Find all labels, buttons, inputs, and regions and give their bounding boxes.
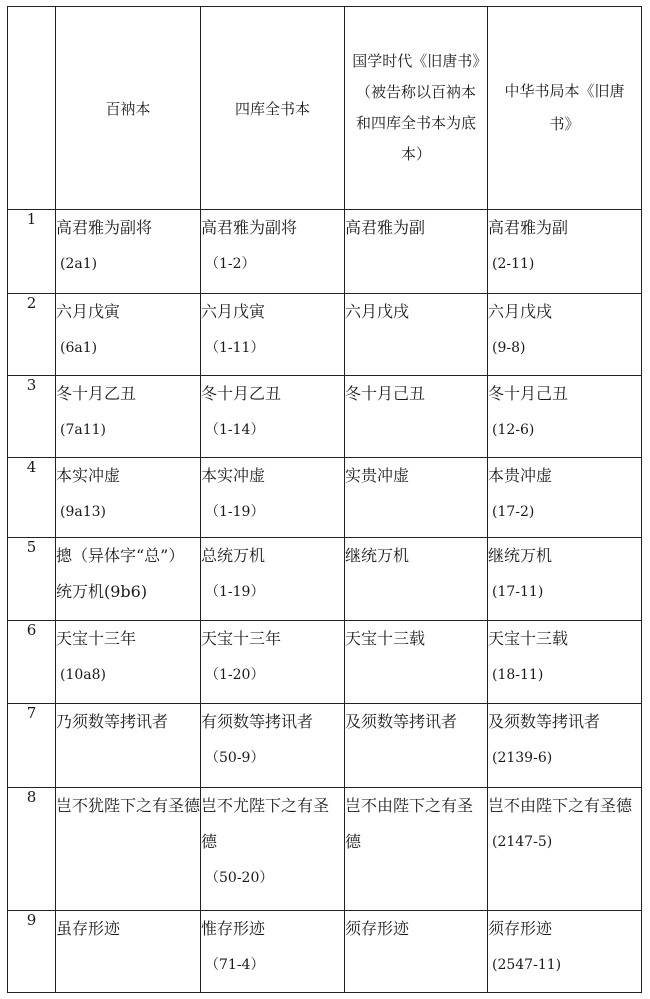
entry-text: 本贵冲虚 xyxy=(488,466,553,485)
entry-text: 冬十月乙丑 xyxy=(201,384,282,403)
entry-text: 六月戊戌 xyxy=(488,302,553,321)
cell-bainaben xyxy=(56,458,201,538)
entry-ref: (18-11) xyxy=(492,667,544,683)
cell-guoxue xyxy=(345,704,488,788)
table-row xyxy=(8,210,642,294)
cell-siku xyxy=(201,621,345,704)
cell-bainaben xyxy=(56,538,201,621)
entry-ref: （1-20） xyxy=(205,667,265,683)
cell-bainaben xyxy=(56,210,201,294)
cell-guoxue xyxy=(345,788,488,911)
entry-text: 高君雅为副 xyxy=(488,218,569,237)
cell-guoxue xyxy=(345,376,488,458)
cell-guoxue xyxy=(345,210,488,294)
entry-ref: （1-19） xyxy=(205,584,265,600)
entry-text: 虽存形迹 xyxy=(56,919,121,938)
entry-ref: (9a13) xyxy=(60,504,106,520)
row-number: 8 xyxy=(8,788,56,911)
entry-text: 天宝十三年 xyxy=(56,629,137,648)
entry-text: 高君雅为副将 xyxy=(56,218,153,237)
cell-guoxue xyxy=(345,911,488,993)
entry-text: 岂不尤陛下之有圣德 xyxy=(201,796,330,851)
cell-zhonghua xyxy=(488,376,642,458)
row-number: 4 xyxy=(8,458,56,538)
row-number: 2 xyxy=(8,294,56,376)
table-row xyxy=(8,458,642,538)
table-row xyxy=(8,788,642,911)
entry-ref: (12-6) xyxy=(492,422,535,438)
cell-siku xyxy=(201,704,345,788)
cell-siku xyxy=(201,210,345,294)
entry-ref: （1-2） xyxy=(205,256,256,272)
entry-text: 岂不犹陛下之有圣德 xyxy=(56,796,201,815)
entry-ref: (2-11) xyxy=(492,256,535,272)
cell-guoxue xyxy=(345,458,488,538)
entry-text: 六月戊寅 xyxy=(56,302,121,321)
header-zhonghua: 中华书局本《旧唐书》 xyxy=(488,7,642,210)
cell-zhonghua xyxy=(488,294,642,376)
cell-zhonghua xyxy=(488,458,642,538)
entry-ref: (7a11) xyxy=(60,422,106,438)
entry-ref: （50-9） xyxy=(205,750,265,766)
entry-text: 冬十月己丑 xyxy=(488,384,569,403)
cell-bainaben xyxy=(56,704,201,788)
cell-zhonghua xyxy=(488,210,642,294)
row-number: 3 xyxy=(8,376,56,458)
cell-guoxue xyxy=(345,621,488,704)
table-row xyxy=(8,621,642,704)
entry-text: 天宝十三载 xyxy=(345,629,426,648)
cell-bainaben xyxy=(56,294,201,376)
cell-bainaben xyxy=(56,376,201,458)
entry-ref: (17-2) xyxy=(492,504,535,520)
cell-bainaben xyxy=(56,621,201,704)
entry-text: 本实冲虚 xyxy=(201,466,266,485)
cell-zhonghua xyxy=(488,704,642,788)
entry-ref: (9-8) xyxy=(492,340,526,356)
entry-text: 天宝十三载 xyxy=(488,629,569,648)
entry-text: 须存形迹 xyxy=(488,919,553,938)
entry-text: 六月戊寅 xyxy=(201,302,266,321)
entry-text: 继统万机 xyxy=(488,546,553,565)
cell-zhonghua xyxy=(488,911,642,993)
entry-ref: (10a8) xyxy=(60,667,106,683)
header-bainaben: 百衲本 xyxy=(56,7,201,210)
header-siku: 四库全书本 xyxy=(201,7,345,210)
table-row xyxy=(8,704,642,788)
entry-ref: (6a1) xyxy=(60,340,98,356)
cell-siku xyxy=(201,458,345,538)
cell-siku xyxy=(201,911,345,993)
entry-ref: (2139-6) xyxy=(492,750,553,766)
entry-text: 本实冲虚 xyxy=(56,466,121,485)
entry-ref: (2147-5) xyxy=(492,834,553,850)
cell-zhonghua xyxy=(488,621,642,704)
entry-text: 惟存形迹 xyxy=(201,919,266,938)
table-row xyxy=(8,538,642,621)
row-number: 7 xyxy=(8,704,56,788)
header-guoxue: 国学时代《旧唐书》（被告称以百衲本和四库全书本为底本） xyxy=(345,7,488,210)
cell-bainaben xyxy=(56,911,201,993)
entry-text: 高君雅为副 xyxy=(345,218,426,237)
entry-text: 岂不由陛下之有圣德 xyxy=(345,796,474,851)
cell-siku xyxy=(201,376,345,458)
entry-text: 冬十月乙丑 xyxy=(56,384,137,403)
row-number: 9 xyxy=(8,911,56,993)
row-number: 1 xyxy=(8,210,56,294)
entry-text: 须存形迹 xyxy=(345,919,410,938)
cell-guoxue xyxy=(345,538,488,621)
entry-text: 继统万机 xyxy=(345,546,410,565)
cell-zhonghua xyxy=(488,788,642,911)
entry-text: 高君雅为副将 xyxy=(201,218,298,237)
entry-text: 乃须数等拷讯者 xyxy=(56,712,169,731)
entry-text: 总统万机 xyxy=(201,546,266,565)
entry-text: 及须数等拷讯者 xyxy=(345,712,458,731)
entry-ref: （1-14） xyxy=(205,422,265,438)
entry-text: 岂不由陛下之有圣德 xyxy=(488,796,633,815)
cell-zhonghua xyxy=(488,538,642,621)
table-row xyxy=(8,294,642,376)
entry-ref: （1-19） xyxy=(205,504,265,520)
entry-ref: (17-11) xyxy=(492,584,544,600)
cell-bainaben xyxy=(56,788,201,911)
entry-text: 及须数等拷讯者 xyxy=(488,712,601,731)
cell-siku xyxy=(201,538,345,621)
entry-ref: (2a1) xyxy=(60,256,98,272)
cell-siku xyxy=(201,294,345,376)
comparison-table xyxy=(7,6,642,993)
entry-text: 有须数等拷讯者 xyxy=(201,712,314,731)
entry-ref: （50-20） xyxy=(205,870,274,886)
row-number: 6 xyxy=(8,621,56,704)
entry-text: 摠（异体字“总”）统万机(9b6) xyxy=(56,546,185,601)
entry-text: 天宝十三年 xyxy=(201,629,282,648)
cell-siku xyxy=(201,788,345,911)
entry-ref: （1-11） xyxy=(205,340,265,356)
entry-text: 冬十月己丑 xyxy=(345,384,426,403)
header-index xyxy=(8,7,56,210)
header-row xyxy=(8,7,642,210)
table-row xyxy=(8,376,642,458)
table-row xyxy=(8,911,642,993)
entry-text: 实贵冲虚 xyxy=(345,466,410,485)
entry-ref: (2547-11) xyxy=(492,957,562,973)
entry-text: 六月戊戌 xyxy=(345,302,410,321)
cell-guoxue xyxy=(345,294,488,376)
row-number: 5 xyxy=(8,538,56,621)
entry-ref: （71-4） xyxy=(205,957,265,973)
